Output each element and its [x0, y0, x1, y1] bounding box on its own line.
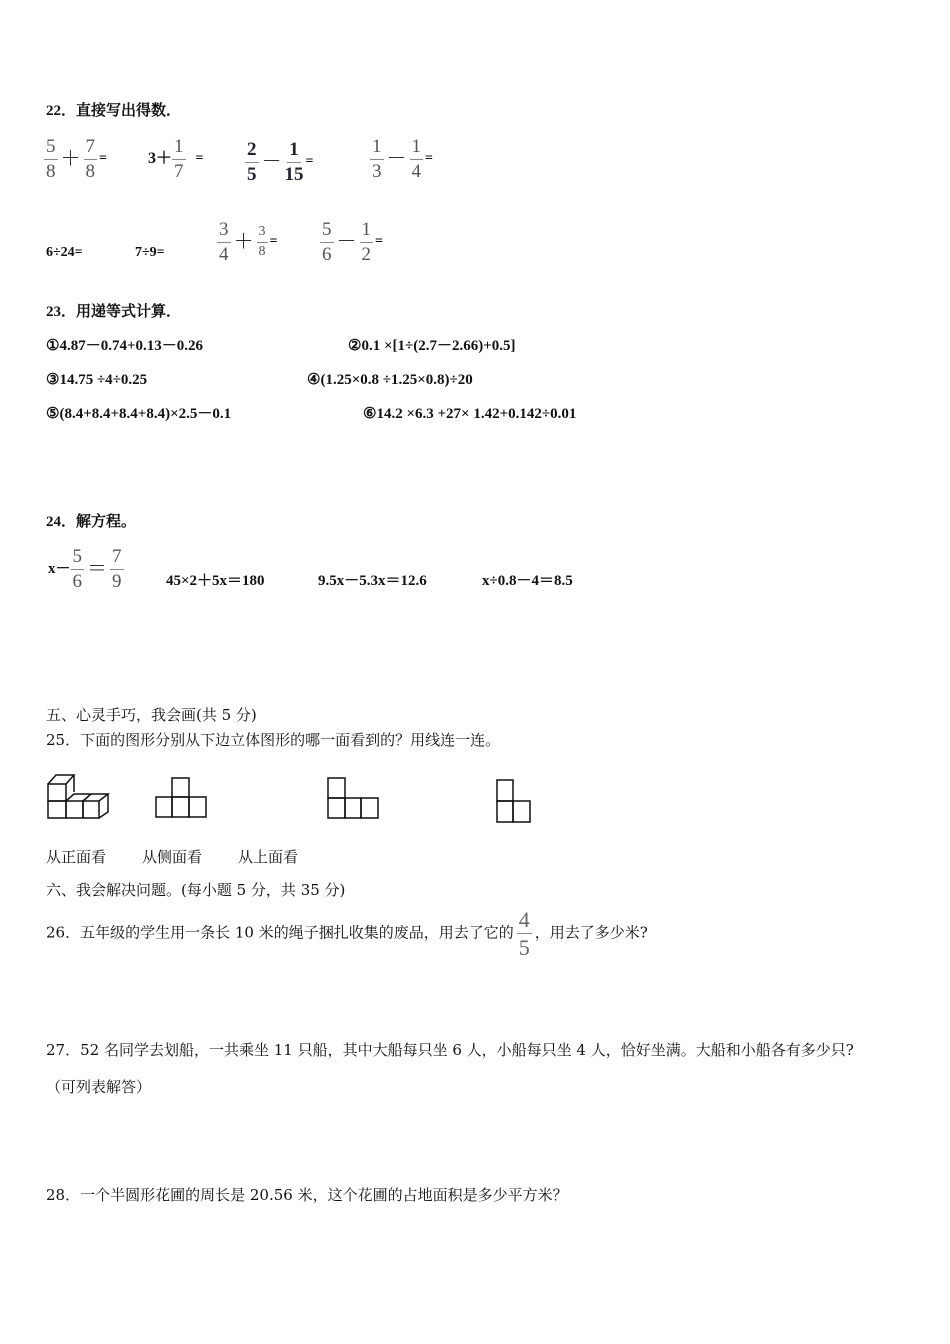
q27-line-1: 27．52 名同学去划船，一共乘坐 11 只船，其中大船每只坐 6 人，小船每只坐 4 人，恰好坐满。大船和小船各有多少只?: [46, 1041, 854, 1059]
lead: 3＋: [148, 150, 173, 168]
q22-expr-6: 7÷9=: [135, 245, 165, 260]
numerator: 1: [410, 137, 424, 160]
operator: －: [261, 151, 282, 174]
denominator: 15: [284, 163, 304, 185]
denominator: 5: [247, 163, 257, 185]
numerator: 5: [44, 137, 58, 160]
q24-eq-1: [46, 547, 124, 592]
operator: ＋: [233, 231, 254, 254]
denominator: 6: [322, 243, 332, 265]
numerator: 7: [110, 547, 124, 570]
q24-eq-2: 45×2＋5x＝180: [166, 573, 265, 589]
q24-title: 24．解方程。: [46, 514, 137, 530]
numerator: 1: [172, 137, 186, 160]
equals: =: [425, 151, 433, 167]
denominator: 8: [85, 160, 95, 182]
denominator: 5: [518, 935, 530, 961]
q22-title: 22．直接写出得数．: [46, 103, 182, 119]
cube-stack-figure: [46, 770, 118, 820]
denominator: 4: [411, 160, 421, 182]
operator: ＋: [60, 148, 81, 171]
q23-item-2: ②0.1 ×[1÷(2.7－2.66)+0.5]: [348, 338, 516, 354]
equals: =: [99, 151, 107, 167]
operator: ＝: [87, 558, 108, 581]
numerator: 5: [71, 547, 85, 570]
q27-line-2: （可列表解答）: [46, 1078, 152, 1096]
numerator: 1: [360, 220, 374, 243]
view-shape-2: [326, 776, 382, 822]
denominator: 8: [258, 243, 266, 259]
denominator: 8: [46, 160, 56, 182]
operator: －: [336, 231, 357, 254]
numerator: 3: [217, 220, 231, 243]
q22-expr-1: [44, 137, 107, 182]
numerator: 1: [370, 137, 384, 160]
q28: 28．一个半圆形花圃的周长是 20.56 米，这个花圃的占地面积是多少平方米？: [46, 1186, 568, 1204]
q22-expr-5: 6÷24=: [46, 245, 83, 260]
numerator: 7: [84, 137, 98, 160]
numerator: 4: [517, 908, 532, 934]
numerator: 1: [287, 140, 301, 163]
operator: －: [386, 148, 407, 171]
label-top-view: 从上面看: [238, 848, 299, 866]
numerator: 5: [320, 220, 334, 243]
q26-text: 26．五年级的学生用一条长 10 米的绳子捆扎收集的废品，用去了它的: [46, 923, 514, 942]
denominator: 9: [112, 570, 122, 592]
section-6-heading: 六、我会解决问题。(每小题 5 分，共 35 分): [46, 881, 346, 899]
denominator: 4: [219, 243, 229, 265]
q23-title: 23．用递等式计算．: [46, 304, 182, 320]
q22-expr-4: [370, 137, 433, 182]
numerator: 2: [245, 140, 259, 163]
q26: [46, 908, 648, 959]
view-shape-3: [495, 778, 535, 826]
q25-title: 25．下面的图形分别从下边立体图形的哪一面看到的？用线连一连。: [46, 731, 501, 749]
q24-eq-3: 9.5x－5.3x＝12.6: [318, 573, 427, 589]
numerator: 3: [257, 225, 268, 243]
q22-expr-3: [245, 140, 313, 185]
label-front-view: 从正面看: [46, 848, 107, 866]
equals: =: [375, 234, 383, 250]
denominator: 2: [361, 243, 371, 265]
equals: =: [269, 234, 278, 250]
q24-eq-4: x÷0.8－4＝8.5: [482, 573, 573, 589]
view-shape-1: [154, 776, 210, 820]
denominator: 6: [72, 570, 83, 592]
lead: x－: [48, 560, 71, 577]
section-5-heading: 五、心灵手巧，我会画(共 5 分): [46, 706, 257, 724]
q23-item-1: ①4.87－0.74+0.13－0.26: [46, 338, 203, 354]
q23-item-4: ④(1.25×0.8 ÷1.25×0.8)÷20: [307, 372, 473, 388]
denominator: 3: [372, 160, 382, 182]
q26-text-end: ，用去了多少米?: [534, 923, 648, 942]
equals: =: [195, 151, 204, 167]
label-side-view: 从侧面看: [142, 848, 203, 866]
q23-item-3: ③14.75 ÷4÷0.25: [46, 372, 148, 388]
equals: =: [305, 154, 314, 170]
q23-item-5: ⑤(8.4+8.4+8.4+8.4)×2.5－0.1: [46, 406, 232, 422]
q22-expr-8: [320, 220, 383, 265]
q22-expr-2: [146, 137, 204, 182]
q22-expr-7: [217, 220, 277, 265]
denominator: 7: [174, 160, 184, 182]
q23-item-6: ⑥14.2 ×6.3 +27× 1.42+0.142÷0.01: [363, 406, 577, 422]
